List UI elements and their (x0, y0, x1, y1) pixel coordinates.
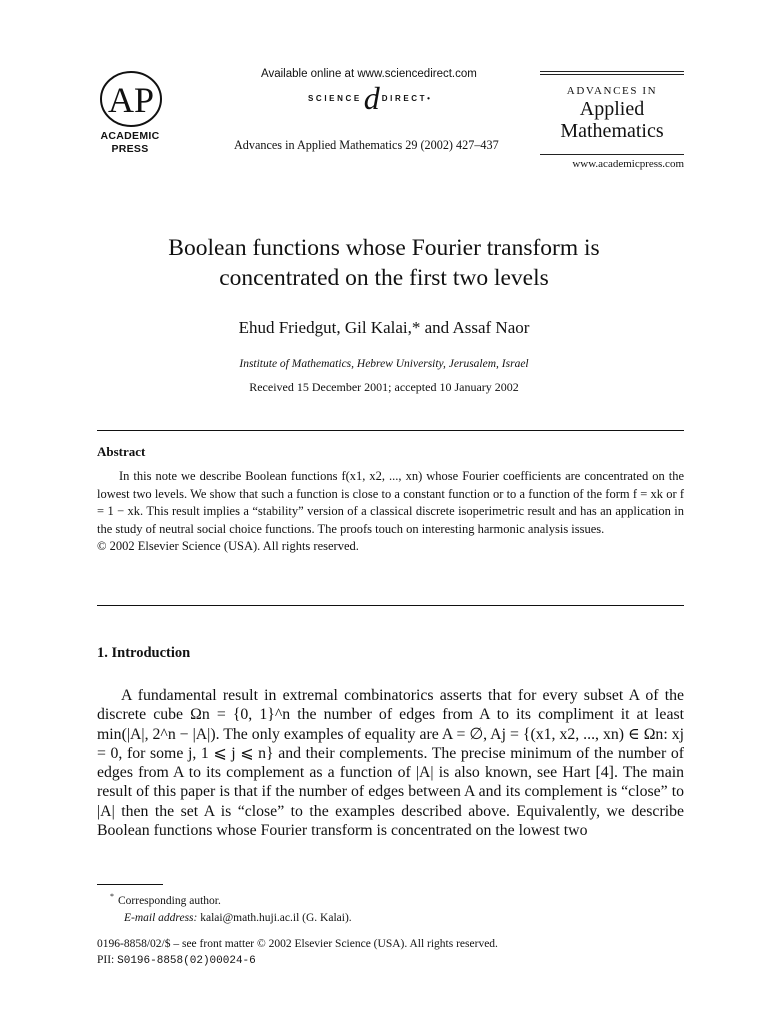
footnote-rule (97, 884, 163, 885)
journal-rule-top-2 (540, 74, 684, 75)
abstract-rule-bottom (97, 605, 684, 606)
abstract-heading: Abstract (97, 444, 146, 459)
front-matter-line: 0196-8858/02/$ – see front matter © 2002 Elsevier Science (USA). All rights reserved. (97, 938, 498, 950)
article-title (84, 233, 684, 293)
footnote-email: kalai@math.huji.ac.il (G. Kalai). (200, 911, 352, 924)
footnote-corresponding: Corresponding author. (118, 894, 221, 907)
abstract-rule-top (97, 430, 684, 431)
journal-rule-top (540, 71, 684, 72)
abstract-copyright: © 2002 Elsevier Science (USA). All rights reserved. (97, 539, 359, 553)
publisher-website: www.academicpress.com (572, 158, 684, 170)
sd-direct: DIRECT (381, 93, 428, 103)
article-authors: Ehud Friedgut, Gil Kalai,* and Assaf Naor (238, 318, 530, 337)
author-affiliation: Institute of Mathematics, Hebrew University, Jerusalem, Israel (239, 358, 529, 370)
journal-applied: Applied (579, 98, 645, 120)
publisher-line1: ACADEMIC (100, 130, 160, 142)
front-matter (97, 936, 498, 969)
pii-number: S0196-8858(02)00024-6 (117, 955, 256, 967)
title-line-1: Boolean functions whose Fourier transform is (168, 235, 600, 261)
received-dates: Received 15 December 2001; accepted 10 January 2002 (249, 380, 519, 394)
sciencedirect-logo (308, 80, 433, 116)
sd-at-symbol: d (363, 80, 380, 116)
footnote-email-label: E-mail address: (124, 911, 198, 924)
sd-science: SCIENCE (308, 93, 362, 103)
sd-mark: • (427, 93, 433, 103)
introduction-body (97, 686, 684, 840)
footnote (110, 888, 670, 927)
title-line-2: concentrated on the first two levels (219, 265, 549, 291)
pii-label: PII: (97, 954, 115, 966)
publisher-name (84, 130, 176, 156)
journal-citation: Advances in Applied Mathematics 29 (2002) 427–437 (234, 138, 499, 152)
logo-lettering: AP (107, 80, 155, 120)
section-heading: 1. Introduction (97, 645, 191, 661)
introduction-paragraph: A fundamental result in extremal combinatorics asserts that for every subset A of the discrete cube Ωn = {0, 1}^n the number of edges from A to its compliment it at least min(|A|, 2^n − |A|). The only examples of equality are A = ∅, Aj = {(x1, x2, ..., xn) ∈ Ωn: xj = 0, for some j, 1 ⩽ j ⩽ n} and their complements. The precise minimum of the number of edges from A to its complement as a function of |A| is also known, see Hart [4]. The main result of this paper is that if the number of edges between A and its complement is “close” to |A| then the set A is “close” to the examples described above. Equivalently, we describe Boolean functions whose Fourier transform is concentrated on the lowest two (97, 687, 684, 840)
journal-advances-in: ADVANCES IN (566, 85, 658, 97)
publisher-logo (96, 70, 166, 128)
available-online: Available online at www.sciencedirect.com (261, 68, 477, 80)
footnote-mark: * (110, 892, 114, 901)
journal-rule-bottom (540, 154, 684, 155)
journal-title-block (540, 84, 684, 142)
publisher-line2: PRESS (111, 143, 149, 155)
journal-mathematics: Mathematics (560, 120, 664, 142)
abstract-body (97, 468, 684, 556)
abstract-text: In this note we describe Boolean functions f(x1, x2, ..., xn) whose Fourier coefficients are concentrated on the lowest two levels. We show that such a function is close to a constant function or to a function of the form f = xk or f = 1 − xk. This result implies a “stability” version of a classical discrete isoperimetric result and has an application in the study of neutral social choice functions. The proofs touch on interesting harmonic analysis issues. (97, 469, 684, 536)
